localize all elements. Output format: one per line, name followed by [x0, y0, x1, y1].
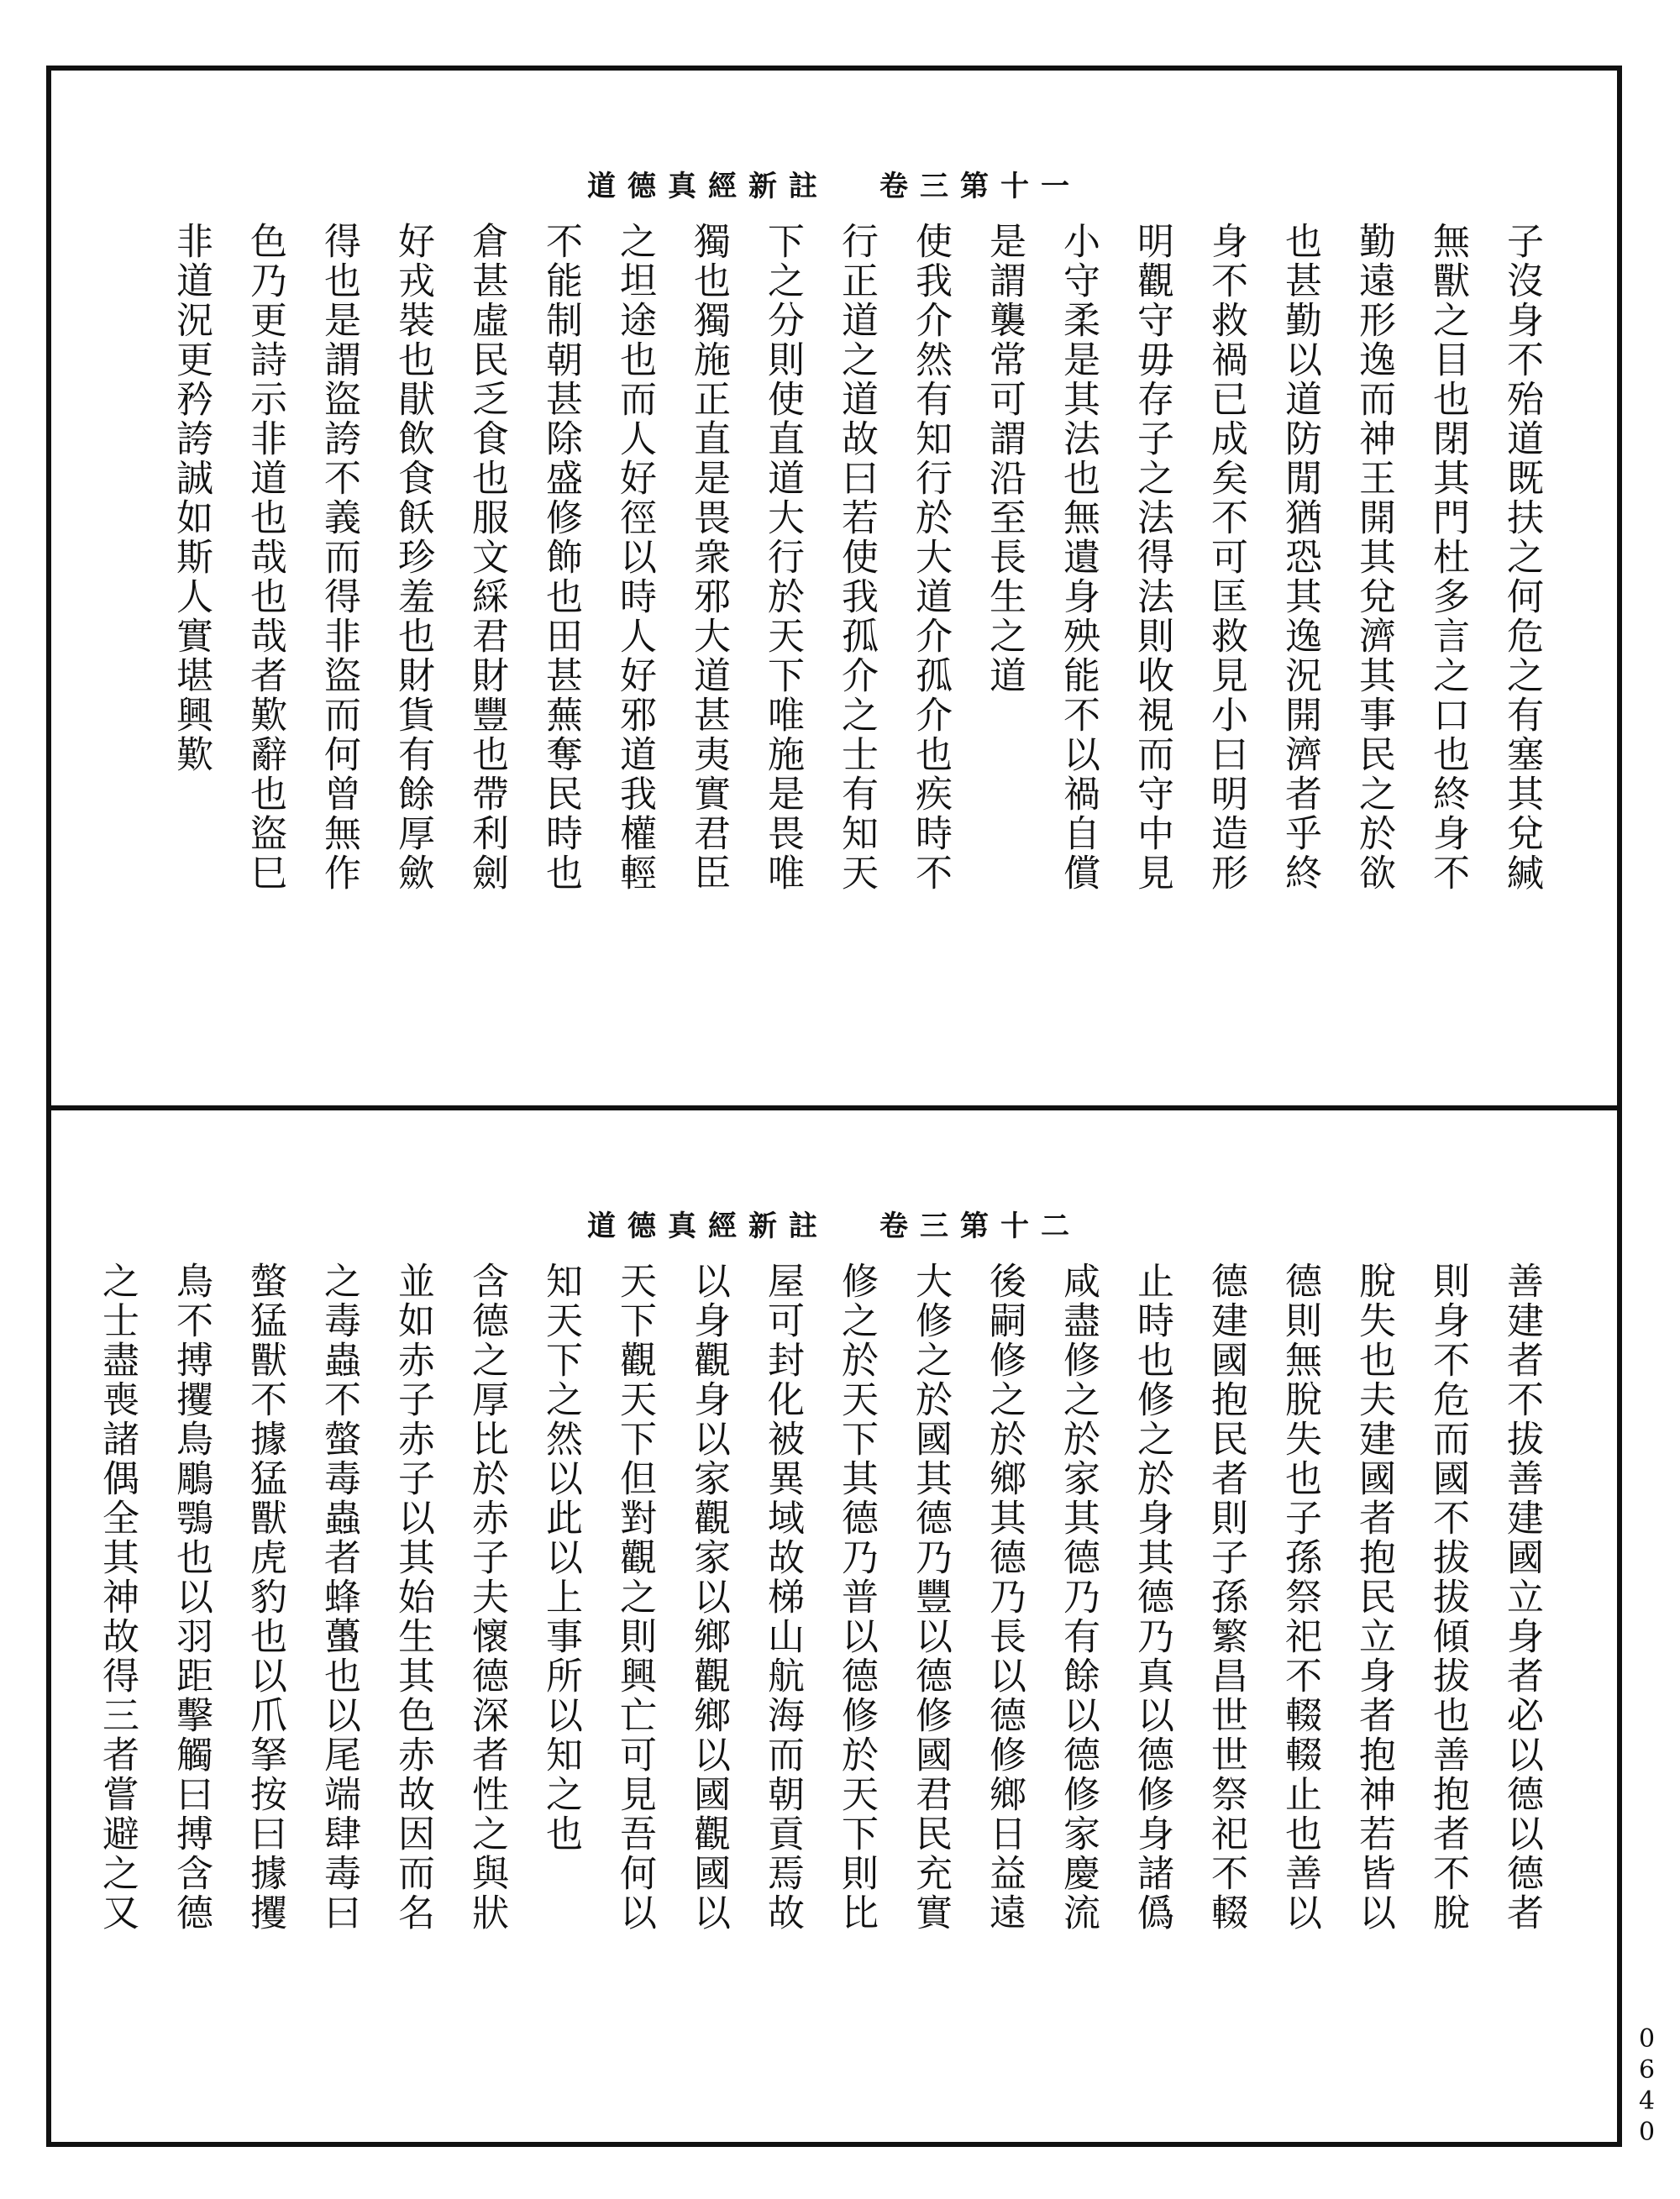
text-column: 德則無脫失也子孫祭祀不輟輟止也善以	[1278, 1262, 1321, 1933]
text-column: 屋可封化被異域故梯山航海而朝貢焉故	[761, 1262, 804, 1933]
text-column: 之坦途也而人好徑以時人好邪道我權輕	[613, 222, 656, 893]
upper-folio	[51, 71, 1617, 1105]
text-column: 倉甚虛民乏食也服文綵君財豐也帶利劍	[465, 222, 508, 893]
text-column: 則身不危而國不拔拔傾拔也善抱者不脫	[1426, 1262, 1469, 1933]
text-column: 無獸之目也閉其門杜多言之口也終身不	[1426, 222, 1469, 893]
text-column: 子沒身不殆道既扶之何危之有塞其兌緘	[1500, 222, 1543, 893]
text-column: 獨也獨施正直是畏衆邪大道甚夷實君臣	[687, 222, 730, 893]
text-column: 含德之厚比於赤子夫懷德深者性之與狀	[465, 1262, 508, 1933]
text-column: 後嗣修之於鄉其德乃長以德修鄉日益遠	[983, 1262, 1026, 1933]
text-column: 修之於天下其德乃普以德修於天下則比	[835, 1262, 878, 1933]
text-column: 行正道之道故曰若使我孤介之士有知天	[835, 222, 878, 893]
text-column: 色乃更詩示非道也哉也哉者歎辭也盜巳	[244, 222, 286, 893]
text-column: 以身觀身以家觀家以鄉觀鄉以國觀國以	[687, 1262, 730, 1933]
text-column: 使我介然有知行於大道介孤介也疾時不	[909, 222, 952, 893]
text-columns	[154, 222, 1558, 1095]
text-column: 小守柔是其法也無遺身殃能不以禍自償	[1057, 222, 1100, 893]
text-column: 好戎裝也猒飲食飫珍羞也財貨有餘厚歛	[391, 222, 434, 893]
text-column: 得也是謂盜誇不義而得非盜而何曾無作	[318, 222, 360, 893]
text-column: 螫猛獸不據猛獸虎豹也以爪拏按曰據攫	[244, 1262, 286, 1933]
text-columns	[80, 1262, 1558, 2132]
text-column: 勤遠形逸而神王開其兌濟其事民之於欲	[1352, 222, 1395, 893]
text-column: 下之分則使直道大行於天下唯施是畏唯	[761, 222, 804, 893]
text-column: 鳥不搏攫鳥鵰鶚也以羽距擊觸曰搏含德	[170, 1262, 213, 1933]
lower-folio	[51, 1110, 1617, 2142]
text-column: 非道況更矜誇誠如斯人實堪興歎	[170, 222, 213, 774]
text-column: 也甚勤以道防閒猶恐其逸況開濟者乎終	[1278, 222, 1321, 893]
text-column: 咸盡修之於家其德乃有餘以德修家慶流	[1057, 1262, 1100, 1933]
text-column: 不能制朝甚除盛修飾也田甚蕪奪民時也	[539, 222, 582, 893]
text-column: 大修之於國其德乃豐以德修國君民充實	[909, 1262, 952, 1933]
text-column: 是謂襲常可謂沿至長生之道	[983, 222, 1026, 695]
text-column: 善建者不拔善建國立身者必以德以德者	[1500, 1262, 1543, 1933]
text-column: 之士盡喪諸偶全其神故得三者嘗避之又	[96, 1262, 139, 1933]
running-header	[51, 163, 1617, 204]
text-column: 明觀守毋存子之法得法則收視而守中見	[1131, 222, 1173, 893]
text-column: 德建國抱民者則子孫繁昌世世祭祀不輟	[1205, 1262, 1247, 1933]
running-header	[51, 1203, 1617, 1244]
fascicle-folio: 卷三第十二	[879, 1210, 1081, 1243]
text-column: 身不救禍已成矣不可匡救見小曰明造形	[1205, 222, 1247, 893]
page-number: 0640	[1632, 2024, 1662, 2149]
book-title: 道德真經新註	[587, 1210, 829, 1243]
text-column: 脫失也夫建國者抱民立身者抱神若皆以	[1352, 1262, 1395, 1933]
fascicle-folio: 卷三第十一	[879, 170, 1081, 203]
text-column: 止時也修之於身其德乃真以德修身諸僞	[1131, 1262, 1173, 1933]
text-column: 並如赤子赤子以其始生其色赤故因而名	[391, 1262, 434, 1933]
book-title: 道德真經新註	[587, 170, 829, 203]
text-column: 之毒蟲不螫毒蟲者蜂蠆也以尾端肆毒曰	[318, 1262, 360, 1933]
text-column: 天下觀天下但對觀之則興亡可見吾何以	[613, 1262, 656, 1933]
text-column: 知天下之然以此以上事所以知之也	[539, 1262, 582, 1854]
